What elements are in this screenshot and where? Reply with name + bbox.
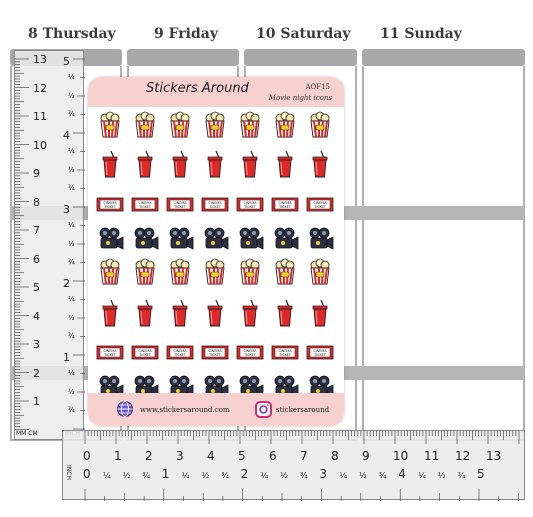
popcorn-icon [131,111,159,139]
ruler-label-cm: 4 [33,309,40,323]
sticker-popcorn [201,258,229,290]
svg-text:TICKET: TICKET [279,205,291,209]
ruler-label-cm: 12 [455,449,471,463]
popcorn-icon [271,111,299,139]
sticker-ticket [201,338,229,370]
vertical-ruler-unit-cm: MM CM [16,430,38,437]
cinema-ticket-icon [236,190,264,218]
sticker-ticket [271,338,299,370]
soda-cup-icon [131,150,159,178]
svg-text:TICKET: TICKET [314,205,326,209]
sticker-popcorn [96,111,124,143]
movie-camera-icon [236,225,264,253]
ruler-label-inch: 0 [83,467,91,481]
day-heading-sunday: 11 Sunday [380,26,462,42]
sticker-camera [236,225,264,257]
sheet-subtitle: Movie night icons [268,94,332,102]
popcorn-icon [201,258,229,286]
ruler-fraction-label: ¼ [339,471,348,480]
ruler-fraction-label: ½ [201,471,210,480]
sticker-ticket [166,190,194,222]
ruler-label-cm: 9 [33,167,40,180]
popcorn-icon [306,258,334,286]
ruler-fraction-label: ½ [122,471,131,480]
ruler-label-inch: 5 [477,467,485,481]
ruler-fraction-label: ½ [68,387,75,396]
ruler-label-cm: 10 [393,449,409,463]
svg-text:TICKET: TICKET [314,353,326,357]
cinema-ticket-icon [271,190,299,218]
soda-cup-icon [131,299,159,327]
ruler-label-cm: 5 [238,449,246,463]
ruler-label-cm: 9 [362,449,370,463]
ruler-label-inch: 3 [319,467,328,481]
soda-cup-icon [306,299,334,327]
ruler-fraction-label: ¾ [142,471,151,480]
soda-cup-icon [96,150,124,178]
cinema-ticket-icon [96,190,124,218]
ruler-fraction-label: ¾ [378,471,387,480]
sticker-drink [306,299,334,331]
sticker-drink [96,299,124,331]
soda-cup-icon [271,299,299,327]
ruler-label-cm: 5 [33,281,40,294]
sticker-ticket [131,190,159,222]
svg-text:CINEMA: CINEMA [243,201,257,205]
website-link[interactable]: www.stickersaround.com [140,406,230,414]
soda-cup-icon [306,150,334,178]
svg-text:CINEMA: CINEMA [173,349,187,353]
svg-text:TICKET: TICKET [244,353,256,357]
cinema-ticket-icon [306,190,334,218]
sticker-ticket [236,338,264,370]
sticker-popcorn [166,111,194,143]
horizontal-ruler-ticks [63,431,526,501]
ruler-label-cm: 10 [33,138,47,152]
ruler-fraction-label: ½ [68,91,75,100]
popcorn-icon [201,111,229,139]
sticker-ticket [131,338,159,370]
popcorn-icon [96,111,124,139]
ruler-label-cm: 8 [33,195,40,209]
sticker-drink [131,150,159,182]
ruler-label-inch: 5 [63,55,70,68]
ruler-label-cm: 2 [145,449,153,463]
ruler-label-cm: 8 [331,449,339,463]
brand-title: Stickers Around [146,81,249,96]
sticker-popcorn [166,258,194,290]
ruler-label-cm: 4 [207,449,215,463]
vertical-ruler [14,50,84,440]
cinema-ticket-icon [201,190,229,218]
ruler-label-inch: 1 [63,351,70,364]
ruler-fraction-label: ¾ [300,471,308,480]
svg-text:TICKET: TICKET [244,205,256,209]
sticker-ticket [96,338,124,370]
sticker-ticket [96,190,124,222]
ruler-fraction-label: ¾ [457,471,466,480]
sticker-drink [131,299,159,331]
sticker-popcorn [236,111,264,143]
ruler-label-cm: 7 [33,224,40,237]
svg-text:TICKET: TICKET [139,353,151,357]
sticker-ticket [306,190,334,222]
ruler-label-cm: 12 [33,81,47,95]
ruler-fraction-label: ¼ [68,369,75,377]
ruler-label-cm: 1 [114,449,122,463]
ruler-fraction-label: ¼ [103,471,111,480]
ruler-fraction-label: ¼ [68,73,75,81]
svg-text:TICKET: TICKET [174,205,186,209]
svg-text:TICKET: TICKET [279,353,291,357]
svg-text:CINEMA: CINEMA [278,201,292,205]
svg-text:CINEMA: CINEMA [103,201,117,205]
sticker-camera [306,225,334,257]
sticker-drink [271,150,299,182]
sticker-drink [96,150,124,182]
sticker-camera [166,225,194,257]
ruler-fraction-label: ¼ [260,471,269,480]
ruler-fraction-label: ½ [359,471,367,480]
ruler-label-cm: 6 [269,449,277,463]
svg-text:CINEMA: CINEMA [313,349,327,353]
ruler-label-cm: 3 [33,338,40,351]
soda-cup-icon [96,299,124,327]
ruler-fraction-label: ¾ [68,258,75,266]
ruler-label-inch: 2 [240,467,249,481]
ruler-fraction-label: ½ [280,471,289,480]
ruler-fraction-label: ½ [68,313,75,322]
ruler-fraction-label: ¾ [221,471,229,480]
sticker-camera [271,225,299,257]
sticker-drink [236,150,264,182]
ruler-fraction-label: ½ [68,239,75,248]
ruler-label-cm: 11 [33,110,47,123]
soda-cup-icon [271,150,299,178]
popcorn-icon [166,258,194,286]
sticker-ticket [306,338,334,370]
svg-text:CINEMA: CINEMA [278,349,292,353]
sticker-ticket [201,190,229,222]
popcorn-icon [236,258,264,286]
svg-text:TICKET: TICKET [139,205,151,209]
svg-text:TICKET: TICKET [209,205,221,209]
day-heading-friday: 9 Friday [154,26,218,42]
ruler-fraction-label: ¼ [181,471,190,480]
popcorn-icon [306,111,334,139]
movie-camera-icon [306,225,334,253]
ruler-label-cm: 13 [486,449,502,463]
sticker-ticket [271,190,299,222]
ruler-label-cm: 3 [176,449,184,463]
cinema-ticket-icon [96,338,124,366]
ruler-label-cm: 11 [424,449,440,463]
sticker-drink [166,299,194,331]
movie-camera-icon [271,225,299,253]
svg-text:TICKET: TICKET [174,353,186,357]
svg-text:TICKET: TICKET [104,205,116,209]
soda-cup-icon [236,150,264,178]
horizontal-ruler [62,430,525,500]
sticker-popcorn [306,258,334,290]
svg-text:TICKET: TICKET [104,353,116,357]
cinema-ticket-icon [166,338,194,366]
sticker-popcorn [236,258,264,290]
sticker-ticket [166,338,194,370]
sticker-popcorn [96,258,124,290]
cinema-ticket-icon [271,338,299,366]
svg-text:CINEMA: CINEMA [208,349,222,353]
movie-camera-icon [201,225,229,253]
popcorn-icon [236,111,264,139]
ruler-label-inch: 2 [63,277,70,290]
sticker-drink [306,150,334,182]
soda-cup-icon [201,150,229,178]
planner-column-header-sunday [362,49,525,66]
popcorn-icon [131,258,159,286]
day-heading-thursday: 8 Thursday [28,26,116,42]
svg-text:CINEMA: CINEMA [103,349,117,353]
ruler-fraction-label: ¾ [68,332,75,340]
sticker-drink [236,299,264,331]
ruler-fraction-label: ¼ [68,295,75,303]
popcorn-icon [166,111,194,139]
cinema-ticket-icon [236,338,264,366]
sticker-drink [201,150,229,182]
ruler-fraction-label: ¼ [68,221,75,229]
svg-text:CINEMA: CINEMA [208,201,222,205]
cinema-ticket-icon [201,338,229,366]
sticker-camera [201,225,229,257]
sticker-popcorn [306,111,334,143]
horizontal-ruler-unit-inch: INCH [65,465,72,480]
cinema-ticket-icon [306,338,334,366]
ruler-label-cm: 1 [33,395,40,408]
sticker-popcorn [131,258,159,290]
movie-camera-icon [131,225,159,253]
product-code: AOF15 [305,83,330,91]
day-heading-saturday: 10 Saturday [256,26,351,42]
sticker-camera [96,225,124,257]
svg-text:CINEMA: CINEMA [243,349,257,353]
ruler-label-cm: 2 [33,366,40,380]
ruler-label-inch: 4 [63,129,70,142]
soda-cup-icon [201,299,229,327]
ruler-fraction-label: ¾ [68,184,75,192]
svg-text:CINEMA: CINEMA [313,201,327,205]
svg-text:TICKET: TICKET [209,353,221,357]
movie-camera-icon [166,225,194,253]
ruler-fraction-label: ¾ [68,406,75,414]
sticker-popcorn [271,111,299,143]
ruler-label-cm: 7 [300,449,308,463]
movie-camera-icon [96,225,124,253]
sticker-popcorn [271,258,299,290]
ruler-label-cm: 13 [33,53,47,66]
ruler-label-inch: 4 [398,467,406,481]
sticker-ticket [236,190,264,222]
globe-icon [116,400,134,418]
cinema-ticket-icon [131,338,159,366]
ruler-label-cm: 6 [33,252,40,266]
sticker-drink [166,150,194,182]
ruler-fraction-label: ¼ [418,471,426,480]
ruler-fraction-label: ½ [437,471,446,480]
svg-text:CINEMA: CINEMA [173,201,187,205]
sticker-drink [201,299,229,331]
soda-cup-icon [166,299,194,327]
instagram-handle[interactable]: stickersaround [276,406,330,414]
popcorn-icon [96,258,124,286]
sticker-popcorn [201,111,229,143]
ruler-label-inch: 3 [63,203,70,216]
planner-column-sunday [362,66,525,441]
ruler-fraction-label: ½ [68,165,75,174]
ruler-fraction-label: ¾ [68,110,75,118]
sticker-popcorn [131,111,159,143]
cinema-ticket-icon [166,190,194,218]
ruler-label-inch: 1 [161,467,170,481]
soda-cup-icon [166,150,194,178]
popcorn-icon [271,258,299,286]
ruler-fraction-label: ¼ [68,147,75,155]
sticker-sheet [88,77,344,426]
cinema-ticket-icon [131,190,159,218]
instagram-icon [255,401,272,418]
ruler-label-cm: 0 [83,449,91,463]
svg-text:CINEMA: CINEMA [138,349,152,353]
sticker-camera [131,225,159,257]
planner-column-header-saturday [244,49,357,66]
planner-column-header-friday [127,49,239,66]
sticker-drink [271,299,299,331]
svg-text:CINEMA: CINEMA [138,201,152,205]
soda-cup-icon [236,299,264,327]
